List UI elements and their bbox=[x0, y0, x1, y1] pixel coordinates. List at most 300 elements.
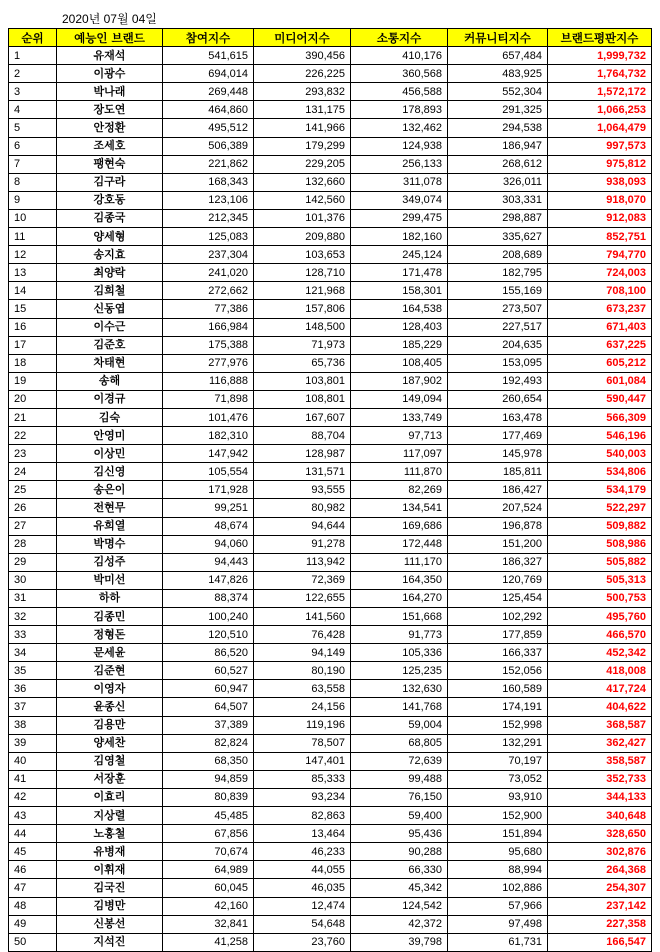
cell-community: 273,507 bbox=[448, 300, 548, 318]
cell-rank: 43 bbox=[9, 807, 57, 825]
cell-media: 229,205 bbox=[254, 155, 351, 173]
cell-reputation: 362,427 bbox=[548, 734, 652, 752]
cell-participation: 105,554 bbox=[163, 463, 254, 481]
table-row bbox=[9, 282, 652, 300]
cell-community: 177,859 bbox=[448, 626, 548, 644]
cell-participation: 94,443 bbox=[163, 553, 254, 571]
cell-communication: 124,938 bbox=[351, 137, 448, 155]
cell-rank: 46 bbox=[9, 861, 57, 879]
cell-rank: 42 bbox=[9, 788, 57, 806]
cell-community: 186,327 bbox=[448, 553, 548, 571]
cell-communication: 311,078 bbox=[351, 173, 448, 191]
cell-communication: 95,436 bbox=[351, 825, 448, 843]
table-row bbox=[9, 644, 652, 662]
cell-brand-name: 노홍철 bbox=[57, 825, 163, 843]
table-row bbox=[9, 608, 652, 626]
cell-reputation: 508,986 bbox=[548, 535, 652, 553]
table-row bbox=[9, 228, 652, 246]
cell-media: 148,500 bbox=[254, 318, 351, 336]
cell-media: 63,558 bbox=[254, 680, 351, 698]
cell-media: 103,653 bbox=[254, 246, 351, 264]
cell-communication: 245,124 bbox=[351, 246, 448, 264]
table-body bbox=[9, 47, 652, 952]
table-row bbox=[9, 246, 652, 264]
table-row bbox=[9, 535, 652, 553]
cell-communication: 164,270 bbox=[351, 589, 448, 607]
cell-media: 101,376 bbox=[254, 209, 351, 227]
table-row bbox=[9, 897, 652, 915]
cell-communication: 59,004 bbox=[351, 716, 448, 734]
cell-communication: 99,488 bbox=[351, 770, 448, 788]
cell-rank: 45 bbox=[9, 843, 57, 861]
cell-community: 95,680 bbox=[448, 843, 548, 861]
cell-rank: 5 bbox=[9, 119, 57, 137]
cell-brand-name: 신동엽 bbox=[57, 300, 163, 318]
cell-participation: 82,824 bbox=[163, 734, 254, 752]
cell-communication: 141,768 bbox=[351, 698, 448, 716]
table-row bbox=[9, 807, 652, 825]
cell-participation: 94,859 bbox=[163, 770, 254, 788]
cell-brand-name: 이영자 bbox=[57, 680, 163, 698]
cell-rank: 23 bbox=[9, 445, 57, 463]
cell-brand-name: 박나래 bbox=[57, 83, 163, 101]
cell-community: 207,524 bbox=[448, 499, 548, 517]
cell-rank: 9 bbox=[9, 191, 57, 209]
table-row bbox=[9, 427, 652, 445]
cell-media: 147,401 bbox=[254, 752, 351, 770]
cell-reputation: 912,083 bbox=[548, 209, 652, 227]
cell-participation: 175,388 bbox=[163, 336, 254, 354]
cell-brand-name: 조세호 bbox=[57, 137, 163, 155]
cell-participation: 241,020 bbox=[163, 264, 254, 282]
table-row bbox=[9, 734, 652, 752]
cell-rank: 17 bbox=[9, 336, 57, 354]
cell-media: 122,655 bbox=[254, 589, 351, 607]
cell-communication: 134,541 bbox=[351, 499, 448, 517]
cell-community: 70,197 bbox=[448, 752, 548, 770]
cell-community: 182,795 bbox=[448, 264, 548, 282]
cell-participation: 120,510 bbox=[163, 626, 254, 644]
cell-community: 160,589 bbox=[448, 680, 548, 698]
cell-rank: 10 bbox=[9, 209, 57, 227]
cell-rank: 29 bbox=[9, 553, 57, 571]
cell-media: 119,196 bbox=[254, 716, 351, 734]
table-header-row bbox=[9, 29, 652, 47]
cell-communication: 349,074 bbox=[351, 191, 448, 209]
cell-communication: 187,902 bbox=[351, 372, 448, 390]
cell-participation: 80,839 bbox=[163, 788, 254, 806]
cell-community: 192,493 bbox=[448, 372, 548, 390]
cell-communication: 91,773 bbox=[351, 626, 448, 644]
cell-brand-name: 유재석 bbox=[57, 47, 163, 65]
cell-brand-name: 이경규 bbox=[57, 390, 163, 408]
cell-media: 128,710 bbox=[254, 264, 351, 282]
cell-reputation: 368,587 bbox=[548, 716, 652, 734]
cell-community: 152,056 bbox=[448, 662, 548, 680]
table-row bbox=[9, 481, 652, 499]
cell-reputation: 534,179 bbox=[548, 481, 652, 499]
table-row bbox=[9, 517, 652, 535]
cell-community: 73,052 bbox=[448, 770, 548, 788]
cell-community: 294,538 bbox=[448, 119, 548, 137]
cell-brand-name: 김종국 bbox=[57, 209, 163, 227]
cell-reputation: 254,307 bbox=[548, 879, 652, 897]
cell-rank: 34 bbox=[9, 644, 57, 662]
cell-community: 152,998 bbox=[448, 716, 548, 734]
table-row bbox=[9, 372, 652, 390]
cell-rank: 25 bbox=[9, 481, 57, 499]
cell-communication: 132,462 bbox=[351, 119, 448, 137]
cell-media: 131,175 bbox=[254, 101, 351, 119]
cell-reputation: 404,622 bbox=[548, 698, 652, 716]
cell-media: 46,035 bbox=[254, 879, 351, 897]
cell-community: 552,304 bbox=[448, 83, 548, 101]
cell-participation: 71,898 bbox=[163, 390, 254, 408]
cell-community: 120,769 bbox=[448, 571, 548, 589]
cell-brand-name: 차태현 bbox=[57, 354, 163, 372]
cell-rank: 15 bbox=[9, 300, 57, 318]
cell-media: 157,806 bbox=[254, 300, 351, 318]
cell-media: 65,736 bbox=[254, 354, 351, 372]
cell-communication: 45,342 bbox=[351, 879, 448, 897]
cell-reputation: 302,876 bbox=[548, 843, 652, 861]
cell-participation: 147,826 bbox=[163, 571, 254, 589]
cell-communication: 256,133 bbox=[351, 155, 448, 173]
cell-brand-name: 김병만 bbox=[57, 897, 163, 915]
cell-community: 204,635 bbox=[448, 336, 548, 354]
cell-brand-name: 박미선 bbox=[57, 571, 163, 589]
cell-media: 94,149 bbox=[254, 644, 351, 662]
cell-brand-name: 정형돈 bbox=[57, 626, 163, 644]
cell-reputation: 328,650 bbox=[548, 825, 652, 843]
cell-communication: 151,668 bbox=[351, 608, 448, 626]
cell-communication: 105,336 bbox=[351, 644, 448, 662]
header-participation: 참여지수 bbox=[163, 29, 254, 47]
cell-reputation: 1,764,732 bbox=[548, 65, 652, 83]
cell-communication: 82,269 bbox=[351, 481, 448, 499]
cell-participation: 77,386 bbox=[163, 300, 254, 318]
cell-community: 186,427 bbox=[448, 481, 548, 499]
cell-brand-name: 장도연 bbox=[57, 101, 163, 119]
cell-media: 85,333 bbox=[254, 770, 351, 788]
cell-reputation: 418,008 bbox=[548, 662, 652, 680]
cell-media: 179,299 bbox=[254, 137, 351, 155]
cell-media: 88,704 bbox=[254, 427, 351, 445]
cell-communication: 171,478 bbox=[351, 264, 448, 282]
cell-media: 12,474 bbox=[254, 897, 351, 915]
cell-media: 128,987 bbox=[254, 445, 351, 463]
table-row bbox=[9, 680, 652, 698]
cell-rank: 14 bbox=[9, 282, 57, 300]
cell-rank: 24 bbox=[9, 463, 57, 481]
cell-rank: 32 bbox=[9, 608, 57, 626]
cell-rank: 18 bbox=[9, 354, 57, 372]
cell-communication: 117,097 bbox=[351, 445, 448, 463]
cell-reputation: 1,064,479 bbox=[548, 119, 652, 137]
cell-rank: 16 bbox=[9, 318, 57, 336]
cell-brand-name: 이수근 bbox=[57, 318, 163, 336]
cell-brand-name: 양세형 bbox=[57, 228, 163, 246]
cell-community: 97,498 bbox=[448, 915, 548, 933]
cell-reputation: 724,003 bbox=[548, 264, 652, 282]
cell-community: 102,292 bbox=[448, 608, 548, 626]
cell-brand-name: 김영철 bbox=[57, 752, 163, 770]
cell-reputation: 671,403 bbox=[548, 318, 652, 336]
cell-community: 208,689 bbox=[448, 246, 548, 264]
cell-community: 125,454 bbox=[448, 589, 548, 607]
cell-reputation: 495,760 bbox=[548, 608, 652, 626]
cell-participation: 277,976 bbox=[163, 354, 254, 372]
cell-participation: 32,841 bbox=[163, 915, 254, 933]
cell-rank: 22 bbox=[9, 427, 57, 445]
header-media: 미디어지수 bbox=[254, 29, 351, 47]
cell-reputation: 1,572,172 bbox=[548, 83, 652, 101]
cell-participation: 64,507 bbox=[163, 698, 254, 716]
table-row bbox=[9, 716, 652, 734]
cell-reputation: 166,547 bbox=[548, 933, 652, 951]
cell-reputation: 500,753 bbox=[548, 589, 652, 607]
cell-participation: 464,860 bbox=[163, 101, 254, 119]
cell-participation: 212,345 bbox=[163, 209, 254, 227]
cell-participation: 101,476 bbox=[163, 408, 254, 426]
cell-media: 91,278 bbox=[254, 535, 351, 553]
cell-participation: 37,389 bbox=[163, 716, 254, 734]
cell-communication: 111,870 bbox=[351, 463, 448, 481]
cell-community: 326,011 bbox=[448, 173, 548, 191]
cell-reputation: 466,570 bbox=[548, 626, 652, 644]
cell-participation: 166,984 bbox=[163, 318, 254, 336]
cell-rank: 38 bbox=[9, 716, 57, 734]
cell-community: 93,910 bbox=[448, 788, 548, 806]
cell-brand-name: 팽현숙 bbox=[57, 155, 163, 173]
cell-participation: 60,947 bbox=[163, 680, 254, 698]
cell-brand-name: 안영미 bbox=[57, 427, 163, 445]
cell-brand-name: 유희열 bbox=[57, 517, 163, 535]
cell-media: 46,233 bbox=[254, 843, 351, 861]
cell-communication: 39,798 bbox=[351, 933, 448, 951]
cell-community: 196,878 bbox=[448, 517, 548, 535]
cell-communication: 66,330 bbox=[351, 861, 448, 879]
table-row bbox=[9, 553, 652, 571]
cell-participation: 123,106 bbox=[163, 191, 254, 209]
cell-rank: 12 bbox=[9, 246, 57, 264]
cell-brand-name: 김종민 bbox=[57, 608, 163, 626]
cell-participation: 506,389 bbox=[163, 137, 254, 155]
cell-communication: 133,749 bbox=[351, 408, 448, 426]
cell-participation: 60,045 bbox=[163, 879, 254, 897]
cell-brand-name: 지상렬 bbox=[57, 807, 163, 825]
cell-rank: 11 bbox=[9, 228, 57, 246]
cell-reputation: 237,142 bbox=[548, 897, 652, 915]
cell-community: 303,331 bbox=[448, 191, 548, 209]
header-community: 커뮤니티지수 bbox=[448, 29, 548, 47]
cell-communication: 299,475 bbox=[351, 209, 448, 227]
header-reputation: 브랜드평판지수 bbox=[548, 29, 652, 47]
table-row bbox=[9, 408, 652, 426]
cell-rank: 19 bbox=[9, 372, 57, 390]
table-row bbox=[9, 861, 652, 879]
cell-reputation: 546,196 bbox=[548, 427, 652, 445]
cell-media: 24,156 bbox=[254, 698, 351, 716]
cell-rank: 33 bbox=[9, 626, 57, 644]
cell-rank: 36 bbox=[9, 680, 57, 698]
cell-media: 71,973 bbox=[254, 336, 351, 354]
cell-media: 226,225 bbox=[254, 65, 351, 83]
cell-participation: 495,512 bbox=[163, 119, 254, 137]
cell-reputation: 997,573 bbox=[548, 137, 652, 155]
table-row bbox=[9, 879, 652, 897]
table-row bbox=[9, 589, 652, 607]
cell-community: 483,925 bbox=[448, 65, 548, 83]
cell-rank: 26 bbox=[9, 499, 57, 517]
table-row bbox=[9, 770, 652, 788]
cell-community: 61,731 bbox=[448, 933, 548, 951]
cell-communication: 125,235 bbox=[351, 662, 448, 680]
table-row bbox=[9, 354, 652, 372]
cell-participation: 221,862 bbox=[163, 155, 254, 173]
cell-communication: 72,639 bbox=[351, 752, 448, 770]
cell-brand-name: 송지효 bbox=[57, 246, 163, 264]
cell-media: 390,456 bbox=[254, 47, 351, 65]
cell-brand-name: 문세윤 bbox=[57, 644, 163, 662]
cell-participation: 41,258 bbox=[163, 933, 254, 951]
table-row bbox=[9, 336, 652, 354]
cell-participation: 541,615 bbox=[163, 47, 254, 65]
cell-brand-name: 김신영 bbox=[57, 463, 163, 481]
table-row bbox=[9, 390, 652, 408]
cell-media: 72,369 bbox=[254, 571, 351, 589]
cell-media: 82,863 bbox=[254, 807, 351, 825]
cell-reputation: 540,003 bbox=[548, 445, 652, 463]
cell-rank: 27 bbox=[9, 517, 57, 535]
cell-rank: 4 bbox=[9, 101, 57, 119]
cell-rank: 48 bbox=[9, 897, 57, 915]
cell-reputation: 938,093 bbox=[548, 173, 652, 191]
cell-communication: 59,400 bbox=[351, 807, 448, 825]
cell-brand-name: 김국진 bbox=[57, 879, 163, 897]
cell-rank: 3 bbox=[9, 83, 57, 101]
cell-brand-name: 김성주 bbox=[57, 553, 163, 571]
cell-rank: 13 bbox=[9, 264, 57, 282]
cell-reputation: 673,237 bbox=[548, 300, 652, 318]
header-rank: 순위 bbox=[9, 29, 57, 47]
cell-media: 23,760 bbox=[254, 933, 351, 951]
cell-communication: 360,568 bbox=[351, 65, 448, 83]
cell-participation: 272,662 bbox=[163, 282, 254, 300]
cell-participation: 694,014 bbox=[163, 65, 254, 83]
cell-communication: 76,150 bbox=[351, 788, 448, 806]
cell-reputation: 918,070 bbox=[548, 191, 652, 209]
cell-participation: 68,350 bbox=[163, 752, 254, 770]
cell-community: 291,325 bbox=[448, 101, 548, 119]
cell-reputation: 1,066,253 bbox=[548, 101, 652, 119]
cell-community: 145,978 bbox=[448, 445, 548, 463]
cell-communication: 456,588 bbox=[351, 83, 448, 101]
table-row bbox=[9, 825, 652, 843]
cell-rank: 8 bbox=[9, 173, 57, 191]
cell-rank: 39 bbox=[9, 734, 57, 752]
cell-reputation: 505,313 bbox=[548, 571, 652, 589]
cell-reputation: 590,447 bbox=[548, 390, 652, 408]
cell-media: 13,464 bbox=[254, 825, 351, 843]
cell-media: 103,801 bbox=[254, 372, 351, 390]
cell-brand-name: 지석진 bbox=[57, 933, 163, 951]
cell-media: 293,832 bbox=[254, 83, 351, 101]
cell-reputation: 227,358 bbox=[548, 915, 652, 933]
cell-communication: 97,713 bbox=[351, 427, 448, 445]
cell-participation: 94,060 bbox=[163, 535, 254, 553]
table-row bbox=[9, 915, 652, 933]
cell-reputation: 344,133 bbox=[548, 788, 652, 806]
cell-rank: 28 bbox=[9, 535, 57, 553]
table-row bbox=[9, 264, 652, 282]
cell-media: 54,648 bbox=[254, 915, 351, 933]
cell-reputation: 509,882 bbox=[548, 517, 652, 535]
cell-communication: 124,542 bbox=[351, 897, 448, 915]
cell-rank: 20 bbox=[9, 390, 57, 408]
cell-participation: 116,888 bbox=[163, 372, 254, 390]
cell-community: 132,291 bbox=[448, 734, 548, 752]
cell-community: 177,469 bbox=[448, 427, 548, 445]
cell-brand-name: 송해 bbox=[57, 372, 163, 390]
cell-brand-name: 김준현 bbox=[57, 662, 163, 680]
cell-reputation: 708,100 bbox=[548, 282, 652, 300]
cell-reputation: 452,342 bbox=[548, 644, 652, 662]
cell-reputation: 417,724 bbox=[548, 680, 652, 698]
cell-participation: 182,310 bbox=[163, 427, 254, 445]
cell-community: 88,994 bbox=[448, 861, 548, 879]
cell-media: 80,190 bbox=[254, 662, 351, 680]
cell-brand-name: 김구라 bbox=[57, 173, 163, 191]
cell-reputation: 1,999,732 bbox=[548, 47, 652, 65]
cell-media: 94,644 bbox=[254, 517, 351, 535]
cell-participation: 86,520 bbox=[163, 644, 254, 662]
cell-communication: 158,301 bbox=[351, 282, 448, 300]
cell-communication: 42,372 bbox=[351, 915, 448, 933]
table-row bbox=[9, 445, 652, 463]
cell-community: 163,478 bbox=[448, 408, 548, 426]
header-brand: 예능인 브랜드 bbox=[57, 29, 163, 47]
cell-brand-name: 안정환 bbox=[57, 119, 163, 137]
cell-participation: 237,304 bbox=[163, 246, 254, 264]
table-row bbox=[9, 571, 652, 589]
table-row bbox=[9, 626, 652, 644]
cell-participation: 48,674 bbox=[163, 517, 254, 535]
cell-community: 657,484 bbox=[448, 47, 548, 65]
cell-brand-name: 강호동 bbox=[57, 191, 163, 209]
cell-rank: 40 bbox=[9, 752, 57, 770]
cell-rank: 2 bbox=[9, 65, 57, 83]
cell-media: 209,880 bbox=[254, 228, 351, 246]
cell-brand-name: 이상민 bbox=[57, 445, 163, 463]
cell-media: 44,055 bbox=[254, 861, 351, 879]
cell-brand-name: 하하 bbox=[57, 589, 163, 607]
cell-rank: 31 bbox=[9, 589, 57, 607]
cell-media: 141,560 bbox=[254, 608, 351, 626]
table-row bbox=[9, 209, 652, 227]
cell-rank: 49 bbox=[9, 915, 57, 933]
cell-communication: 90,288 bbox=[351, 843, 448, 861]
cell-reputation: 794,770 bbox=[548, 246, 652, 264]
cell-community: 335,627 bbox=[448, 228, 548, 246]
table-row bbox=[9, 65, 652, 83]
cell-media: 76,428 bbox=[254, 626, 351, 644]
table-row bbox=[9, 155, 652, 173]
cell-communication: 410,176 bbox=[351, 47, 448, 65]
cell-rank: 1 bbox=[9, 47, 57, 65]
table-row bbox=[9, 101, 652, 119]
cell-communication: 128,403 bbox=[351, 318, 448, 336]
